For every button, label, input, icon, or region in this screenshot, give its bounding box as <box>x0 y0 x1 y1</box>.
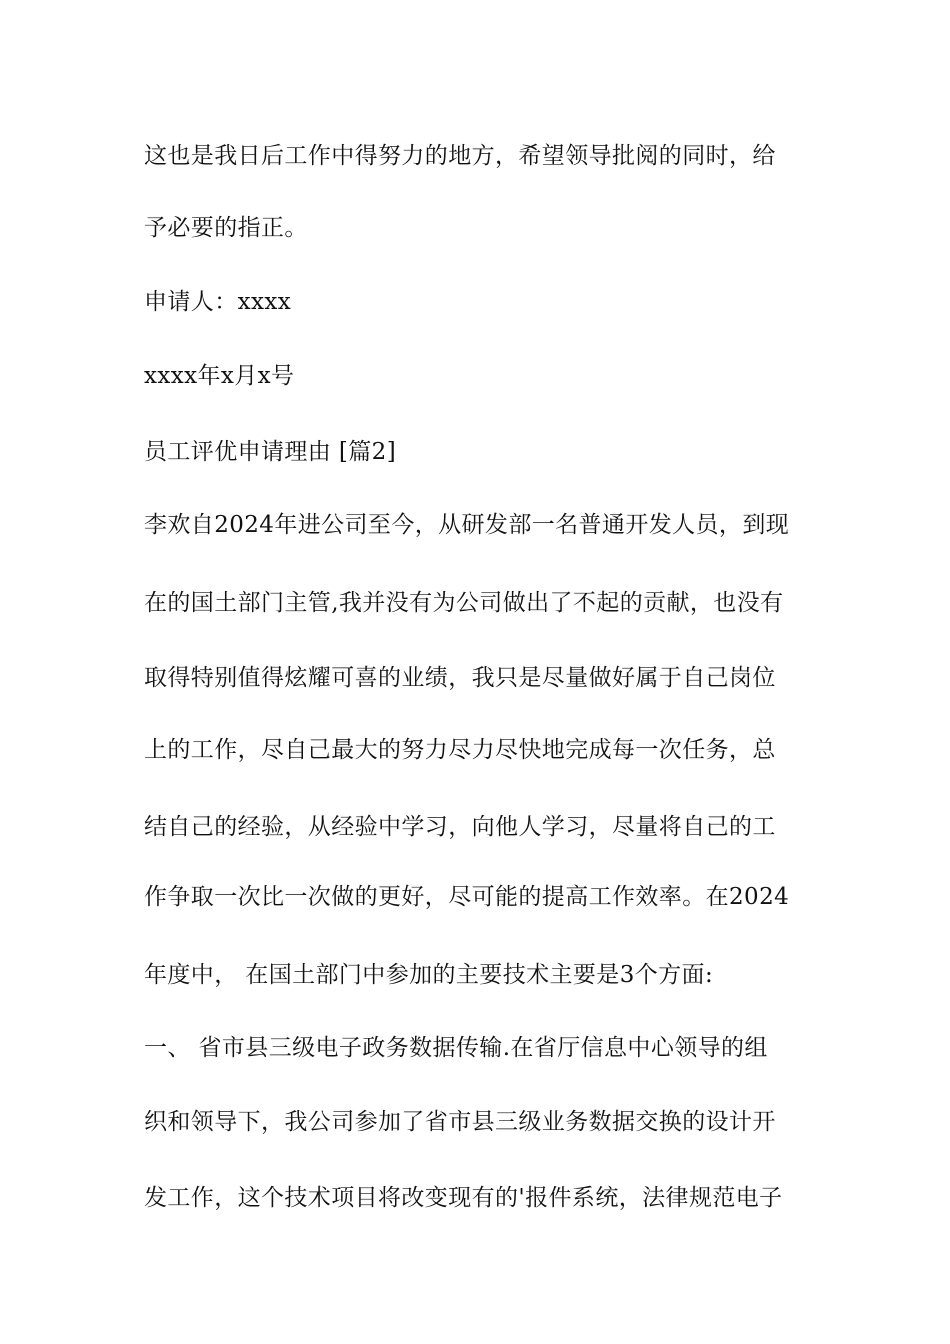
text-line: 取得特别值得炫耀可喜的业绩，我只是尽量做好属于自己岗位 <box>144 665 776 691</box>
text-line: 这也是我日后工作中得努力的地方，希望领导批阅的同时，给 <box>144 143 776 169</box>
text-line: 一、 省市县三级电子政务数据传输.在省厅信息中心领导的组 <box>144 1035 768 1061</box>
text-line: 作争取一次比一次做的更好，尽可能的提高工作效率。在2024 <box>144 884 790 910</box>
text-line: 予必要的指正。 <box>144 215 308 241</box>
applicant-line: 申请人：xxxx <box>144 289 292 315</box>
text-line: 李欢自2024年进公司至今，从研发部一名普通开发人员，到现 <box>144 512 790 538</box>
text-line: 在的国土部门主管,我并没有为公司做出了不起的贡献，也没有 <box>144 590 784 616</box>
text-line: 织和领导下，我公司参加了省市县三级业务数据交换的设计开 <box>144 1109 776 1135</box>
text-line: 结自己的经验，从经验中学习，向他人学习，尽量将自己的工 <box>144 814 776 840</box>
text-line: 上的工作，尽自己最大的努力尽力尽快地完成每一次任务，总 <box>144 737 776 763</box>
section-heading: 员工评优申请理由 [篇2] <box>144 439 397 465</box>
date-line: xxxx年x月x号 <box>144 363 295 389</box>
text-line: 发工作，这个技术项目将改变现有的'报件系统，法律规范电子 <box>144 1185 783 1211</box>
text-line: 年度中， 在国土部门中参加的主要技术主要是3个方面: <box>144 962 714 988</box>
